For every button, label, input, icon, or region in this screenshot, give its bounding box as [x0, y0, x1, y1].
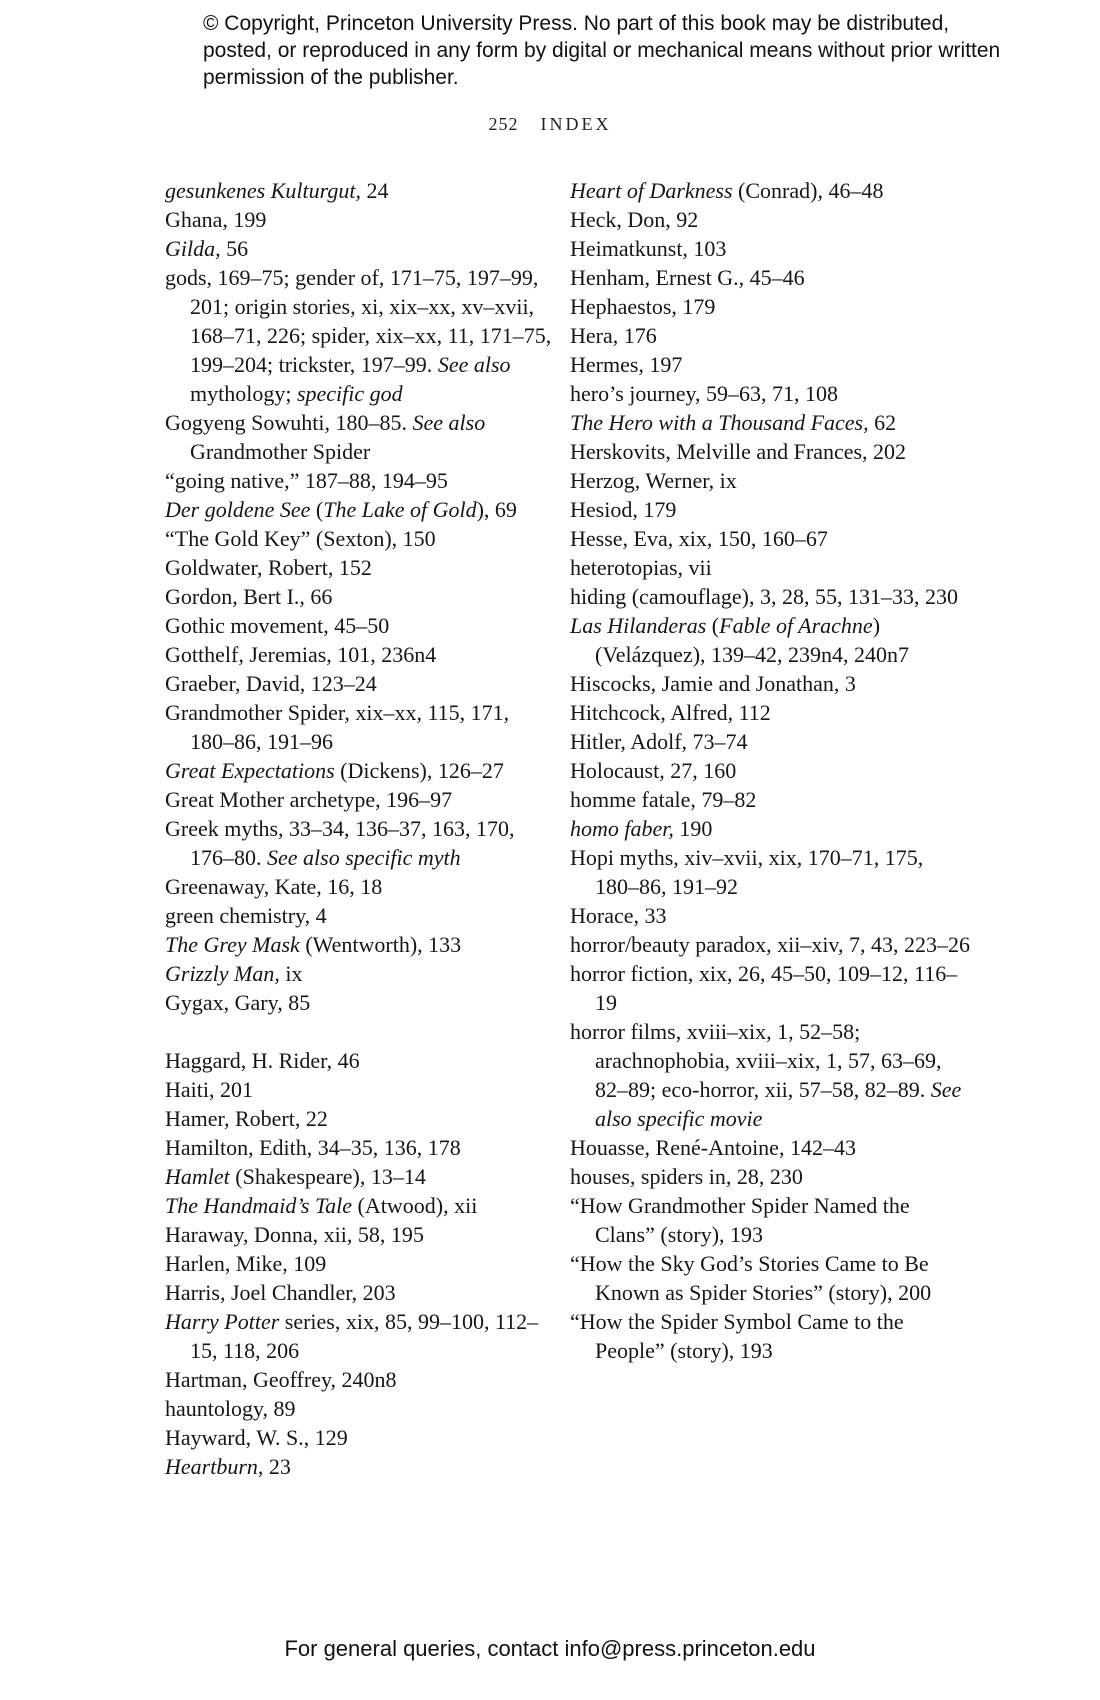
index-entry-text: Holocaust, 27, 160 [570, 758, 737, 783]
index-entry-italic: See also specific movie [595, 1077, 962, 1131]
index-entry-italic: See also [407, 410, 486, 435]
index-entry [165, 176, 555, 205]
index-entry-text: Graeber, David, 123–24 [165, 671, 377, 696]
index-entry [165, 814, 555, 872]
index-entry-text: Hamer, Robert, 22 [165, 1106, 328, 1131]
index-entry [165, 901, 555, 930]
index-entry-text: “The Gold Key” (Sexton), 150 [165, 526, 436, 551]
index-column-left [165, 176, 555, 1481]
index-entry [570, 756, 970, 785]
index-entry-italic: The Hero with a Thousand Faces, [570, 410, 869, 435]
index-entry [165, 669, 555, 698]
index-entry-italic: Harry Potter [165, 1309, 280, 1334]
index-entry [570, 321, 970, 350]
index-entry [165, 1365, 555, 1394]
index-entry [165, 234, 555, 263]
index-entry-text: gods, 169–75; gender of, 171–75, 197–99, 201; origin stories, xi, xix–xx, xv–xvii, 168–71, 226; spider, xix–xx, 11, 171–75, 199–204; trickster, 197–99. [165, 265, 552, 377]
index-entry-text: 190 [673, 816, 713, 841]
index-entry-text: “going native,” 187–88, 194–95 [165, 468, 448, 493]
index-entry-italic: Las Hilanderas [570, 613, 707, 638]
index-entry [165, 785, 555, 814]
index-entry-text: Hesiod, 179 [570, 497, 677, 522]
index-entry [570, 1249, 970, 1307]
index-entry [570, 930, 970, 959]
index-entry [570, 1017, 970, 1133]
index-entry-italic: homo faber, [570, 816, 674, 841]
index-entry-text: homme fatale, 79–82 [570, 787, 757, 812]
index-entry-text: Gothic movement, 45–50 [165, 613, 390, 638]
index-entry [165, 1307, 555, 1365]
index-entry [165, 959, 555, 988]
index-entry [165, 1394, 555, 1423]
index-entry-text: hero’s journey, 59–63, 71, 108 [570, 381, 839, 406]
index-entry-text: Goldwater, Robert, 152 [165, 555, 372, 580]
index-entry [570, 959, 970, 1017]
index-entry-text: Gygax, Gary, 85 [165, 990, 311, 1015]
index-entry-text: Gordon, Bert I., 66 [165, 584, 333, 609]
index-entry-text: Greek myths, 33–34, 136–37, 163, 170, 176–80. [165, 816, 515, 870]
index-entry-text: heterotopias, vii [570, 555, 712, 580]
index-entry-text: (Shakespeare), 13–14 [229, 1164, 426, 1189]
index-entry [570, 205, 970, 234]
index-entry-text: ( [706, 613, 720, 638]
index-entry [570, 814, 970, 843]
index-entry-text: 23 [263, 1454, 291, 1479]
index-entry-text: horror films, xviii–xix, 1, 52–58; arachnophobia, xviii–xix, 1, 57, 63–69, 82–89; eco-horror, xii, 57–58, 82–89. [570, 1019, 942, 1102]
index-entry-text: horror/beauty paradox, xii–xiv, 7, 43, 223–26 [570, 932, 970, 957]
index-entry-text: (Atwood), xii [352, 1193, 478, 1218]
index-entry [165, 1423, 555, 1452]
index-entry-text: series, xix, 85, 99–100, 112–15, 118, 206 [190, 1309, 539, 1363]
index-entry-italic: specific god [291, 381, 403, 406]
index-entry-italic: The Grey Mask [165, 932, 300, 957]
page-number: 252 [488, 114, 519, 134]
index-entry [165, 988, 555, 1017]
index-entry [570, 1162, 970, 1191]
index-entry-text: (Conrad), 46–48 [732, 178, 884, 203]
index-entry [570, 350, 970, 379]
index-entry-text: Greenaway, Kate, 16, 18 [165, 874, 383, 899]
index-entry [570, 669, 970, 698]
index-entry-text: Hera, 176 [570, 323, 657, 348]
index-entry-text: Henham, Ernest G., 45–46 [570, 265, 805, 290]
index-entry-italic: Der goldene See [165, 497, 311, 522]
index-entry-italic: The Lake of Gold [323, 497, 477, 522]
index-column-right [570, 176, 970, 1365]
index-entry-text: Gotthelf, Jeremias, 101, 236n4 [165, 642, 437, 667]
section-title: INDEX [540, 114, 612, 134]
index-entry-text: Heimatkunst, 103 [570, 236, 727, 261]
index-entry-italic: Gilda, [165, 236, 221, 261]
index-entry [570, 785, 970, 814]
index-entry [165, 1191, 555, 1220]
index-entry [165, 640, 555, 669]
index-entry-text: Gogyeng Sowuhti, 180–85. [165, 410, 407, 435]
index-entry-text: “How Grandmother Spider Named the Clans” (story), 193 [570, 1193, 910, 1247]
index-entry [570, 263, 970, 292]
index-entry [570, 437, 970, 466]
index-entry-text: Hephaestos, 179 [570, 294, 716, 319]
index-entry-text: Haggard, H. Rider, 46 [165, 1048, 360, 1073]
index-entry-text: Great Mother archetype, 196–97 [165, 787, 453, 812]
index-entry [570, 1133, 970, 1162]
index-entry-text: Hitchcock, Alfred, 112 [570, 700, 771, 725]
index-entry [165, 698, 555, 756]
index-entry-text: Harris, Joel Chandler, 203 [165, 1280, 396, 1305]
index-entry [570, 524, 970, 553]
index-entry-text: green chemistry, 4 [165, 903, 327, 928]
index-entry-text: Haiti, 201 [165, 1077, 253, 1102]
index-entry [165, 1162, 555, 1191]
index-entry-text: Horace, 33 [570, 903, 667, 928]
index-entry [570, 379, 970, 408]
index-entry [570, 582, 970, 611]
index-entry-text: “How the Spider Symbol Came to the People” (story), 193 [570, 1309, 904, 1363]
index-entry [570, 1191, 970, 1249]
index-entry-text: hauntology, 89 [165, 1396, 296, 1421]
index-entry [570, 698, 970, 727]
contact-footer: For general queries, contact info@press.princeton.edu [284, 1636, 816, 1661]
index-entry-text: Herzog, Werner, ix [570, 468, 737, 493]
index-entry [165, 611, 555, 640]
index-entry [570, 234, 970, 263]
index-entry [570, 901, 970, 930]
index-entry [165, 524, 555, 553]
index-entry-text: horror fiction, xix, 26, 45–50, 109–12, 116–19 [570, 961, 958, 1015]
index-entry-text: ), 69 [476, 497, 517, 522]
index-entry-italic: Heartburn, [165, 1454, 264, 1479]
index-entry-italic: Heart of Darkness [570, 178, 733, 203]
index-entry [165, 930, 555, 959]
index-entry-text: Hartman, Geoffrey, 240n8 [165, 1367, 397, 1392]
index-entry [165, 1046, 555, 1075]
index-entry [570, 495, 970, 524]
running-head [0, 114, 1100, 135]
index-entry-text: Harlen, Mike, 109 [165, 1251, 327, 1276]
index-entry [165, 408, 555, 466]
index-entry-text: (Wentworth), 133 [299, 932, 462, 957]
index-entry [165, 1075, 555, 1104]
index-entry-italic: Great Expectations [165, 758, 335, 783]
index-entry [570, 408, 970, 437]
index-entry-italic: See also specific myth [261, 845, 461, 870]
index-entry [165, 553, 555, 582]
index-entry-text: Hopi myths, xiv–xvii, xix, 170–71, 175, 180–86, 191–92 [570, 845, 924, 899]
index-entry-text: Hamilton, Edith, 34–35, 136, 178 [165, 1135, 461, 1160]
index-entry-text: “How the Sky God’s Stories Came to Be Known as Spider Stories” (story), 200 [570, 1251, 932, 1305]
index-entry-italic: Grizzly Man, [165, 961, 280, 986]
index-entry-italic: gesunkenes Kulturgut, [165, 178, 361, 203]
index-entry-text: Herskovits, Melville and Frances, 202 [570, 439, 907, 464]
index-entry [165, 205, 555, 234]
index-entry-text: Ghana, 199 [165, 207, 267, 232]
index-entry [570, 727, 970, 756]
copyright-notice: © Copyright, Princeton University Press. No part of this book may be distributed, posted, or reproduced in any form by digital or mechanical means without prior written permission of the publisher. [203, 12, 1001, 89]
index-entry [570, 611, 970, 669]
index-entry-text: Hitler, Adolf, 73–74 [570, 729, 748, 754]
index-entry [165, 582, 555, 611]
index-entry-text: ix [279, 961, 303, 986]
index-entry-text: houses, spiders in, 28, 230 [570, 1164, 803, 1189]
index-entry-text: Hermes, 197 [570, 352, 683, 377]
index-entry-text: (Dickens), 126–27 [334, 758, 504, 783]
index-entry-text: ) (Velázquez), 139–42, 239n4, 240n7 [595, 613, 910, 667]
index-entry [165, 263, 555, 408]
index-entry-text: Heck, Don, 92 [570, 207, 699, 232]
index-entry-italic: Fable of Arachne [719, 613, 873, 638]
index-entry [165, 1278, 555, 1307]
index-entry-text: Hayward, W. S., 129 [165, 1425, 348, 1450]
index-entry-text: Haraway, Donna, xii, 58, 195 [165, 1222, 424, 1247]
index-entry-text: Grandmother Spider [190, 439, 371, 464]
index-entry-text: 24 [360, 178, 389, 203]
index-entry [570, 176, 970, 205]
index-entry-italic: See also [432, 352, 511, 377]
index-entry-text: Houasse, René-Antoine, 142–43 [570, 1135, 856, 1160]
index-entry-text: hiding (camouflage), 3, 28, 55, 131–33, 230 [570, 584, 958, 609]
index-entry [165, 1220, 555, 1249]
index-entry [570, 1307, 970, 1365]
index-entry [165, 466, 555, 495]
index-entry [165, 1133, 555, 1162]
index-entry-italic: Hamlet [165, 1164, 230, 1189]
index-entry [165, 756, 555, 785]
index-entry-text: Hesse, Eva, xix, 150, 160–67 [570, 526, 828, 551]
index-entry-text: ( [310, 497, 324, 522]
index-entry [570, 466, 970, 495]
index-entry-italic: The Handmaid’s Tale [165, 1193, 353, 1218]
index-entry [165, 1452, 555, 1481]
index-entry-text: mythology; [190, 381, 292, 406]
index-entry [165, 1104, 555, 1133]
index-entry-text: Hiscocks, Jamie and Jonathan, 3 [570, 671, 856, 696]
index-entry [165, 872, 555, 901]
index-entry [165, 1249, 555, 1278]
index-entry [570, 292, 970, 321]
index-entry [165, 495, 555, 524]
index-entry-text: 62 [868, 410, 897, 435]
index-entry [570, 843, 970, 901]
index-entry [570, 553, 970, 582]
index-entry-text: Grandmother Spider, xix–xx, 115, 171, 180–86, 191–96 [165, 700, 510, 754]
index-entry-text: 56 [220, 236, 249, 261]
